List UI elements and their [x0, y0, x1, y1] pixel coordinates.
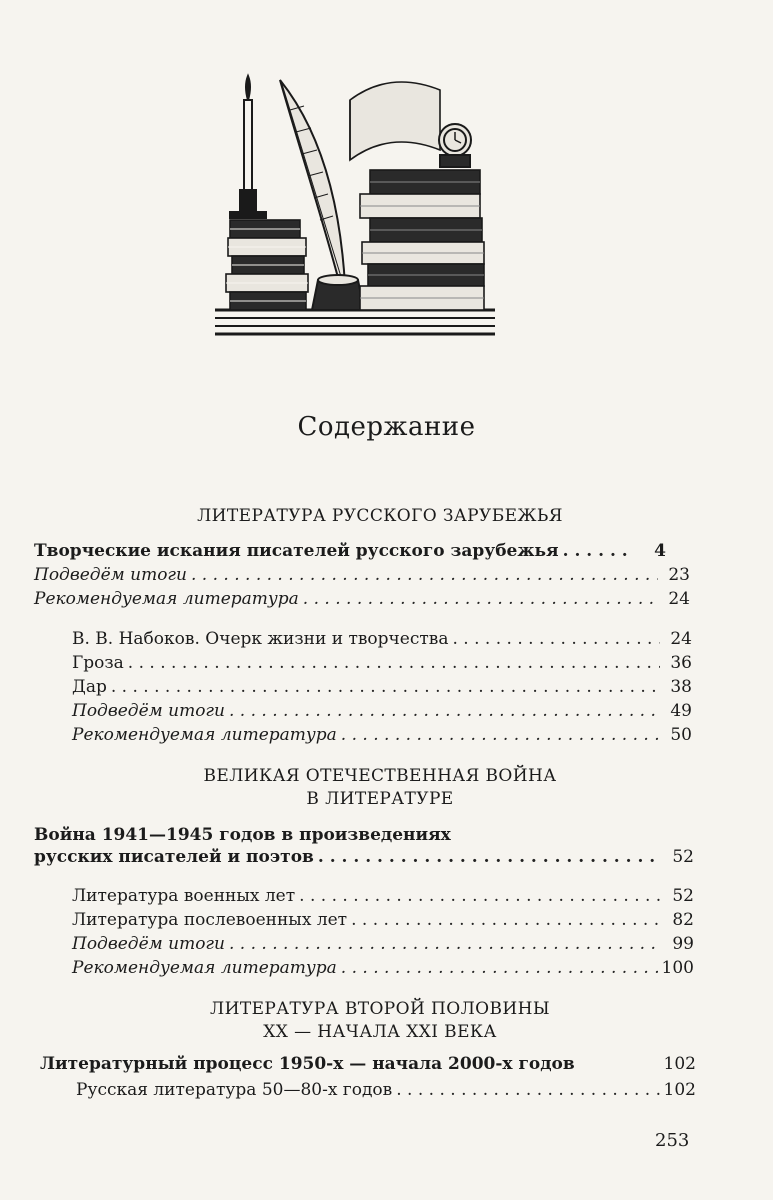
toc-entry[interactable]: [40, 1053, 696, 1076]
toc-entry[interactable]: [72, 676, 692, 699]
section-heading-line: ЛИТЕРАТУРА РУССКОГО ЗАРУБЕЖЬЯ: [197, 506, 563, 526]
entry-page: 52: [672, 847, 694, 867]
entry-title: Гроза: [72, 653, 124, 673]
entry-title: Русская литература 50—80-х годов: [76, 1080, 393, 1100]
entry-title: Рекомендуемая литература: [72, 958, 337, 978]
leader-dots: [191, 564, 658, 587]
entry-title: Рекомендуемая литература: [34, 589, 299, 609]
entry-title: Литература военных лет: [72, 886, 296, 906]
page-title: Содержание: [297, 412, 476, 442]
section-heading: [120, 765, 640, 811]
toc-entry[interactable]: [34, 564, 690, 587]
leader-dots: [303, 588, 658, 611]
toc-entry[interactable]: [72, 724, 692, 747]
toc-entry[interactable]: [34, 846, 694, 869]
leader-dots: [229, 933, 662, 956]
leader-dots: [128, 652, 660, 675]
toc-entry[interactable]: [72, 700, 692, 723]
entry-page: 52: [672, 886, 694, 906]
toc-entry[interactable]: [34, 540, 666, 563]
entry-title: Подведём итоги: [34, 565, 187, 585]
entry-page: 24: [670, 629, 692, 649]
entry-page: 82: [672, 910, 694, 930]
entry-page: 24: [668, 589, 690, 609]
toc-entry[interactable]: [72, 885, 694, 908]
entry-page: 102: [663, 1054, 696, 1074]
entry-title: Подведём итоги: [72, 701, 225, 721]
entry-page: 38: [670, 677, 692, 697]
entry-page: 4: [654, 541, 666, 561]
entry-page: 102: [663, 1080, 696, 1100]
entry-title: Творческие искания писателей русского зарубежья: [34, 541, 559, 561]
leader-dots: [563, 540, 634, 563]
toc-entry[interactable]: [34, 588, 690, 611]
entry-page: 50: [670, 725, 692, 745]
toc-entry[interactable]: [76, 1079, 696, 1102]
toc-entry[interactable]: [72, 909, 694, 932]
section-heading: [120, 998, 640, 1044]
entry-title: Литература послевоенных лет: [72, 910, 348, 930]
entry-page: 23: [668, 565, 690, 585]
leader-dots: [111, 676, 660, 699]
entry-page: 36: [670, 653, 692, 673]
page-number: 253: [655, 1130, 690, 1151]
entry-title: Литературный процесс 1950-х — начала 2000-х годов: [40, 1054, 575, 1074]
entry-title: Рекомендуемая литература: [72, 725, 337, 745]
entry-title: Подведём итоги: [72, 934, 225, 954]
leader-dots: [341, 957, 658, 980]
entry-page: 99: [672, 934, 694, 954]
leader-dots: [299, 885, 662, 908]
leader-dots: [351, 909, 662, 932]
toc-entry[interactable]: [72, 628, 692, 651]
toc-entry[interactable]: [72, 652, 692, 675]
leader-dots: [396, 1079, 659, 1102]
leader-dots: [318, 846, 662, 869]
entry-page: 100: [661, 958, 694, 978]
section-heading-line: ВЕЛИКАЯ ОТЕЧЕСТВЕННАЯ ВОЙНА: [203, 766, 557, 786]
leader-dots: [229, 700, 660, 723]
entry-title: В. В. Набоков. Очерк жизни и творчества: [72, 629, 449, 649]
entry-title: русских писателей и поэтов: [34, 847, 314, 867]
toc-entry[interactable]: [72, 957, 694, 980]
leader-dots: [452, 628, 660, 651]
toc-entry-first-line[interactable]: Война 1941—1945 годов в произведениях: [34, 825, 451, 845]
section-heading-line: ЛИТЕРАТУРА ВТОРОЙ ПОЛОВИНЫ: [210, 999, 550, 1019]
entry-title: Дар: [72, 677, 107, 697]
section-heading-line: XX — НАЧАЛА XXI ВЕКА: [263, 1022, 497, 1042]
toc-entry[interactable]: [72, 933, 694, 956]
section-heading: [120, 505, 640, 528]
leader-dots: [341, 724, 660, 747]
section-heading-line: В ЛИТЕРАТУРЕ: [306, 789, 454, 809]
entry-page: 49: [670, 701, 692, 721]
